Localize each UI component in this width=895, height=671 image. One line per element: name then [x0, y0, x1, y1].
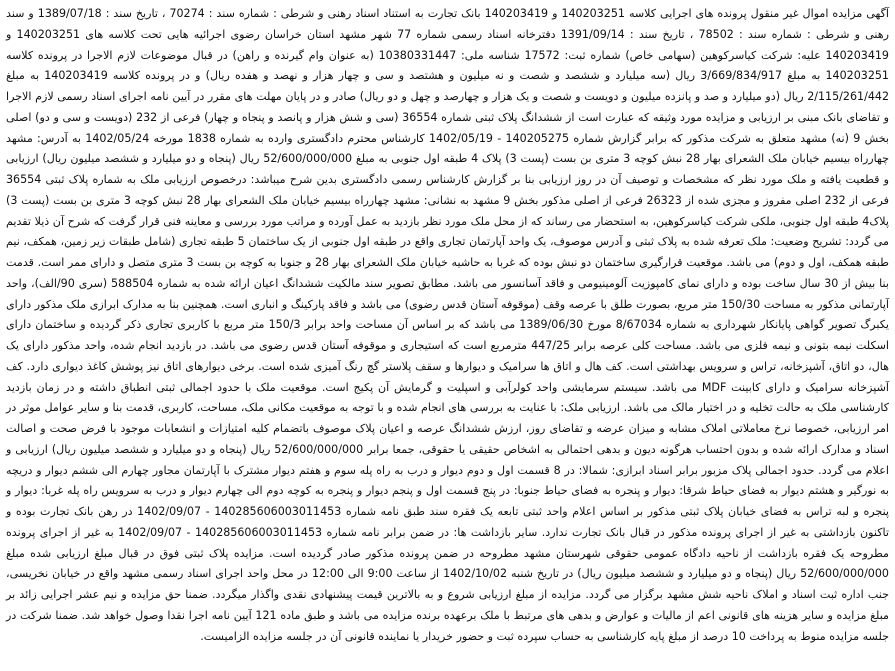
auction-notice-text: آگهی مزایده اموال غیر منقول پرونده های اجرایی کلاسه 140203251 و 140203419 بانک تجارت به استناد اسناد رهنی و شرطی : شماره سند : 70274 ، تاریخ سند : 1389/07/18 و سند رهنی و شرطی : شماره سند : 78502 ، تاریخ سند : 1391/09/14 دفترخانه اسناد رسمی شماره 77 شهر مشهد استان خراسان رضوی اجرائیه هایی تحت کلاسه های 140203251 و 140203419 علیه: شرکت کیاسرکوهین (سهامی خاص) شماره ثبت: 17572 شناسه ملی: 10380331447 (به عنوان وام گیرنده و راهن) در قبال موضوعات لازم الاجرا در پرونده کلاسه 140203251 به مبلغ 3/669/834/917 ریال (سه میلیارد و ششصد و شصت و نه میلیون و هشتصد و سی و چهار هزار و نهصد و هفده ریال) و در پرونده کلاسه 140203419 به مبلغ 2/115/261/442 ریال (دو میلیارد و صد و پانزده میلیون و دویست و شصت و یک هزار و چهارصد و چهل و دو ریال) صادر و در پایان مهلت های مقرر در آیین نامه اجرای اسناد رسمی لازم الاجرا و تقاضای بانک مبنی بر ارزیابی و مزایده مورد وثیقه که عبارت است از ششدانگ پلاک ثبتی شماره 36554 (سی و شش هزار و پانصد و پنجاه و چهار) فرعی از 232 (دویست و سی و دو) اصلی بخش 9 (نه) مشهد متعلق به شرکت مذکور که برابر گزارش شماره 140205275 - 1402/05/19 کارشناس محترم دادگستری وارده به شماره 1838 مورخه 1402/05/24 به آدرس: مشهد چهارراه بیسیم خیابان ملک الشعرای بهار 28 نبش کوچه 3 متری بن بست (پست 3) پلاک 4 طبقه اول جنوبی به مبلغ 52/600/000/000 ریال (پنجاه و دو میلیارد و ششصد میلیون ریال) ارزیابی و قطعیت یافته و ملک مورد نظر که مشخصات و توصیف آن در روز ارزیابی بنا بر گزارش کارشناس رسمی دادگستری بدین شرح میباشد: درخصوص ارزیابی ملک به شماره پلاک ثبتی 36554 فرعی از 232 اصلی مفروز و مجزی شده از 26323 فرعی از اصلی مذکور بخش 9 مشهد به نشانی: مشهد چهارراه بیسیم خیابان ملک الشعرای بهار 28 نبش کوچه 3 متری بن بست (پست 3) پلاک4 طبقه اول جنوبی، ملکی شرکت کیاسرکوهین، به استحضار می رساند که از محل ملک مورد نظر بازدید به عمل آورده و مراتب مورد بررسی و معاینه فنی قرار گرفت که شرح آن ذیلا تقدیم می گردد: تشریح وضعیت: ملک تعرفه شده به پلاک ثبتی و آدرس موصوف، یک واحد آپارتمان تجاری واقع در طبقه اول جنوبی از یک ساختمان 5 طبقه تجاری (شامل طبقات زیر زمین، همکف، نیم طبقه همکف، اول و دوم) می باشد. موقعیت قرارگیری ساختمان دو نبش بوده که غربا به حاشیه خیابان ملک الشعرای بهار 28 و جنوبا به کوچه بن بست 3 متری متصل و دارای ممر است. قدمت بنا بیش از 30 سال ساخت بوده و دارای نمای کامپوزیت آلومینیومی و فاقد آسانسور می باشد. مطابق تصویر سند مالکیت ششدانگ اعیان ارائه شده به شماره 588504 (سری 90/الف)، واحد آپارتمانی مذکور به مساحت 150/30 متر مربع، بصورت طلق با عرصه وقف (موقوفه آستان قدس رضوی) می باشد و فاقد پارکینگ و انباری است. همچنین بنا به مدارک ابرازی ملک مذکور دارای یکبرگ تصویر گواهی پایانکار شهرداری به شماره 8/67034 مورخ 1389/06/30 می باشد که بر اساس آن مساحت واحد برابر 150/3 متر مربع با کاربری تجاری ذکر گردیده و ساختمان دارای اسکلت نیمه بتونی و نیمه فلزی می باشد. مساحت کلی عرصه برابر 447/25 مترمربع است که استیجاری و موقوفه آستان قدس رضوی می باشد. در بازدید انجام شده، واحد مذکور دارای یک هال، دو اتاق، آشپزخانه، تراس و سرویس بهداشتی است. کف هال و اتاق ها سرامیک و دیوارها و سقف پلاستر گچ رنگ آمیزی شده است. برخی دیوارهای اتاق نیز پوشش کاغذ دیواری دارد. کف آشپزخانه سرامیک و دارای کابینت MDF می باشد. سیستم سرمایشی واحد کولرآبی و اسپلیت و گرمایش آن پکیج است. موقعیت ملک با حدود اجمالی ثبتی انطباق داشته و در زمان بازدید کارشناسی ملک به حالت تخلیه و در اختیار مالک می باشد. ارزیابی ملک: با عنایت به بررسی های انجام شده و با توجه به موقعیت مکانی ملک، مساحت، کاربری، قدمت بنا و سایر عوامل موثر در امر ارزیابی، خصوصا نرخ معاملاتی املاک مشابه و میزان عرضه و تقاضای روز، ارزش ششدانگ عرصه و اعیان پلاک موصوف باتضمام کلیه امتیازات و انشعابات موجود با فرض صحت و اصالت اسناد و مدارک ارائه شده و بدون احتساب هرگونه دیون و بدهی احتمالی به اشخاص حقیقی یا حقوقی، جمعا برابر 52/600/000/000 ریال (پنجاه و دو میلیارد و ششصد میلیون ریال) ارزیابی و اعلام می گردد. حدود اجمالی پلاک مزبور برابر اسناد ابرازی: شمالا: در 8 قسمت اول و دوم دیوار و درب به راه پله سوم و هفتم دیوار مشترک با آپارتمان مجاور چهارم الی ششم دیوار و دریچه به نورگیر و هشتم دیوار به فضای حیاط شرقا: دیوار و پنجره به فضای حیاط جنوبا: در پنج قسمت اول و پنجم دیوار و پنجره به کوچه دوم الی چهارم دیوار و درب به سرویس راه پله غربا: دیوار و پنجره و لبه تراس به فضای خیابان پلاک ثبتی مذکور بر اساس اعلام واحد ثبتی تابعه یک فقره سند طبق نامه شماره 140285606003011453 - 1402/09/07 در رهن بانک تجارت بوده و تاکنون بازداشتی به غیر از اجرای پرونده مذکور در قبال بانک تجارت ندارد. سایر بازداشت ها: در ضمن برابر نامه شماره 140285606003011453 - 1402/09/07 به غیر از اجرای پرونده مطروحه یک فقره بازداشت از ناحیه دادگاه عمومی حقوقی شهرستان مشهد مطروحه در ضمن پرونده مذکور صادر گردیده است. مزایده پلاک ثبتی فوق در قبال مبلغ ارزیابی شده مبلغ 52/600/000/000 ریال (پنجاه و دو میلیارد و ششصد میلیون ریال) در تاریخ شنبه 1402/10/02 از ساعت 9:00 الی 12:00 در محل واحد اجرای اسناد رسمی مشهد واقع در خیابان نخریسی، جنب اداره ثبت اسناد و املاک ناحیه شش مشهد برگزار می گردد. مزایده از مبلغ ارزیابی شروع و به بالاترین قیمت پیشنهادی نقدی واگذار میگردد. ضمنا حق مزایده و نیم عشر اجرایی زائد بر مبلغ مزایده و سایر هزینه های قانونی اعم از مالیات و عوارض و بدهی های مرتبط با ملک برعهده برنده مزایده می باشد و طبق ماده 121 آیین نامه اجرا نقدا وصول خواهد شد. ضمنا شرکت در جلسه مزایده منوط به پرداخت 10 درصد از مبلغ پایه کارشناسی به حساب سپرده ثبت و حضور خریدار یا نماینده قانونی آن در جلسه مزایده الزامیست. [6, 7, 890, 643]
